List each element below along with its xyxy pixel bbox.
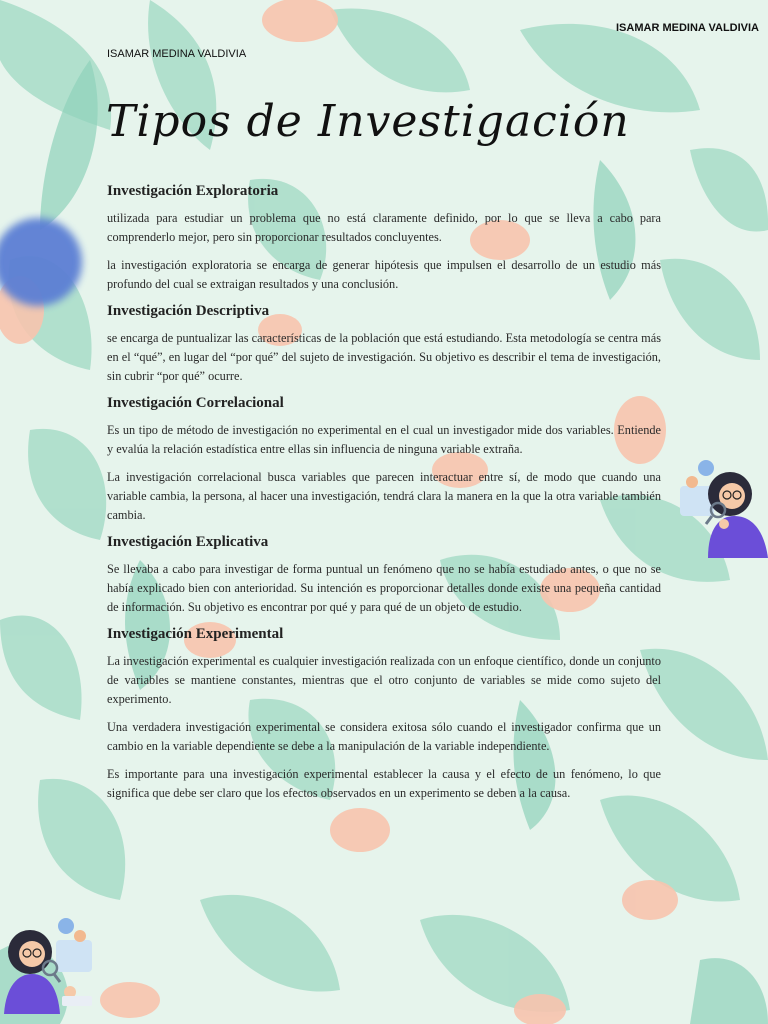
paragraph: utilizada para estudiar un problema que no está claramente definido, por lo que se lleva a cabo para comprenderlo mejor, pero sin proporcionar resultados concluyentes. <box>107 211 661 244</box>
author-name-header-left: ISAMAR MEDINA VALDIVIA <box>107 48 247 60</box>
section-heading: Investigación Exploratoria <box>107 183 279 199</box>
section-correlacional <box>107 395 661 525</box>
section-heading: Investigación Experimental <box>107 626 284 642</box>
section-exploratoria <box>107 183 661 294</box>
section-experimental <box>107 626 661 803</box>
paragraph: Se llevaba a cabo para investigar de forma puntual un fenómeno que no se había estudiado antes, o que no se había explicado bien con anterioridad. Su intención es proporcionar detalles donde existe una pequeña cantidad de información. Su objetivo es encontrar por qué y para qué de un objeto de estudio. <box>107 562 661 614</box>
paragraph: Es un tipo de método de investigación no experimental en el cual un investigador mide dos variables. Entiende y evalúa la relación estadística entre ellas sin influencia de ninguna variable extraña. <box>107 423 661 456</box>
paragraph: se encarga de puntualizar las características de la población que está estudiando. Esta metodología se centra más en el “qué”, en lugar del “por qué” del sujeto de investigación. Su objetivo es describir el tema de investigación, sin cubrir “por qué” ocurre. <box>107 331 661 383</box>
paragraph: La investigación experimental es cualquier investigación realizada con un enfoque científico, donde un conjunto de variables se mantiene constantes, mientras que el otro conjunto de variables se mide como sujeto del experimento. <box>107 654 661 706</box>
researcher-illustration-icon <box>0 914 100 1014</box>
section-heading: Investigación Descriptiva <box>107 303 270 319</box>
researcher-illustration-icon <box>672 458 768 558</box>
section-explicativa <box>107 534 661 617</box>
paragraph: Una verdadera investigación experimental se considera exitosa sólo cuando el investigador confirma que un cambio en la variable dependiente se debe a la manipulación de la variable independiente. <box>107 720 661 753</box>
section-heading: Investigación Correlacional <box>107 395 284 411</box>
author-name-header-right: ISAMAR MEDINA VALDIVIA <box>616 22 759 34</box>
section-descriptiva <box>107 303 661 386</box>
section-heading: Investigación Explicativa <box>107 534 269 550</box>
page-title: Tipos de Investigación <box>106 96 630 147</box>
paragraph: la investigación exploratoria se encarga de generar hipótesis que impulsen el desarrollo de un estudio más profundo del cual se extraigan resultados y una conclusión. <box>107 258 661 291</box>
document-body <box>107 183 661 812</box>
paragraph: Es importante para una investigación experimental establecer la causa y el efecto de un fenómeno, lo que significa que debe ser claro que los efectos observados en un experimento se deben a la causa. <box>107 767 661 800</box>
paragraph: La investigación correlacional busca variables que parecen interactuar entre sí, de modo que cuando una variable cambia, la persona, al hacer una investigación, tendrá clara la manera en la que la otra variable también cambia. <box>107 470 661 522</box>
